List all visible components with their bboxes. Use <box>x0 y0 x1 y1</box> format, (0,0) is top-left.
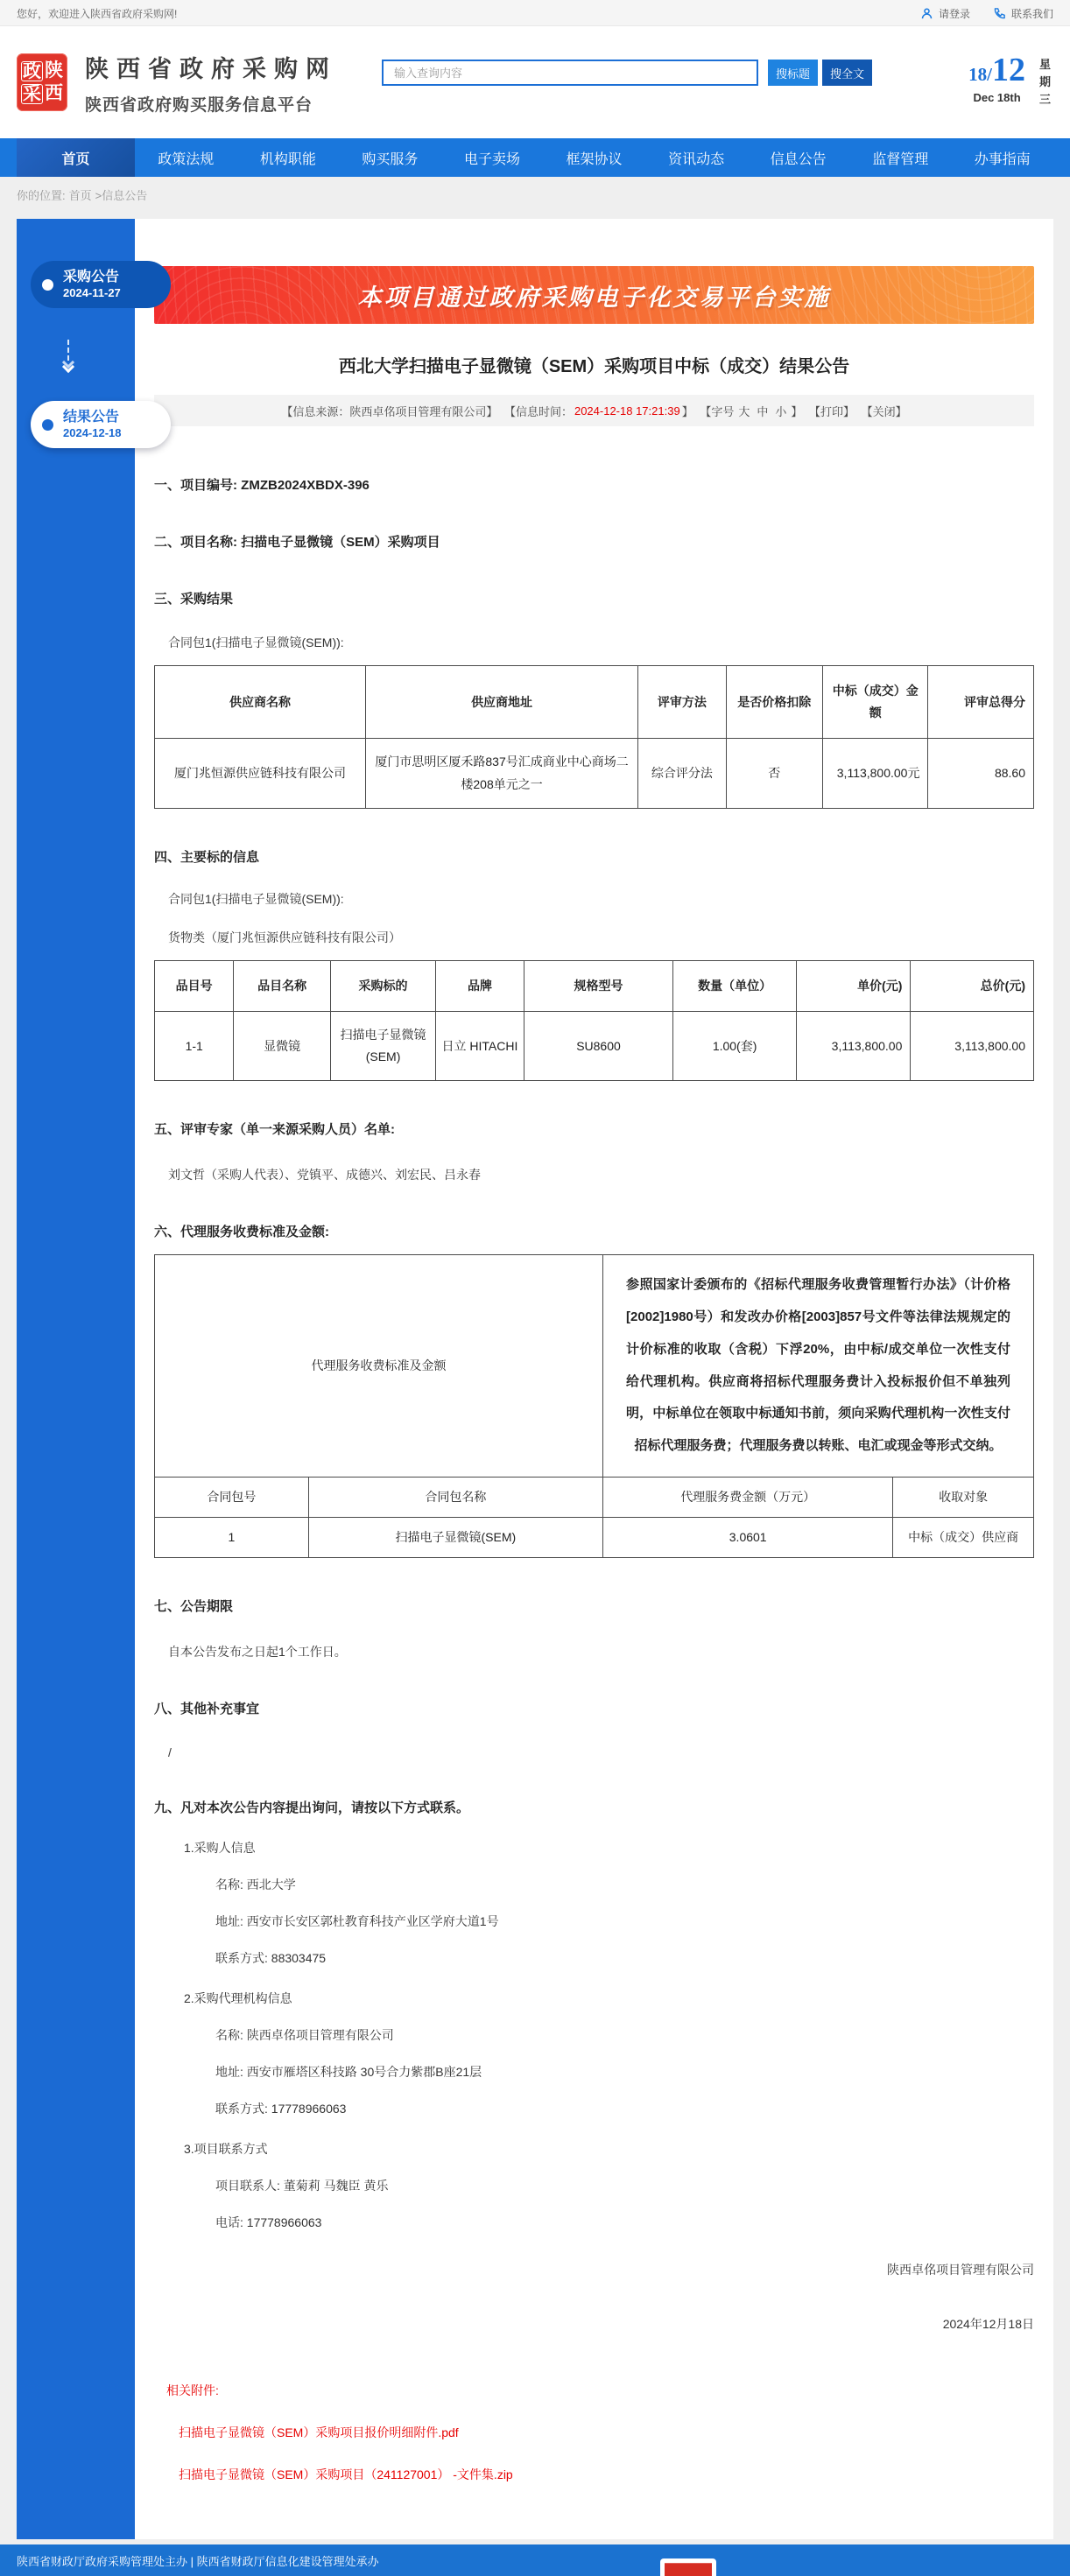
font-size-large-button[interactable]: 大 <box>738 404 750 418</box>
column-header: 品目名称 <box>234 960 330 1011</box>
welcome-text: 您好，欢迎进入陕西省政府采购网! <box>17 7 178 20</box>
procurement-subject: 扫描电子显微镜 (SEM) <box>330 1011 435 1080</box>
supplier-address: 厦门市思明区厦禾路837号汇成商业中心商场二楼208单元之一 <box>365 739 637 808</box>
column-header: 品牌 <box>436 960 524 1011</box>
review-score: 88.60 <box>928 739 1034 808</box>
agency-info-title: 2.采购代理机构信息 <box>184 1991 292 2006</box>
user-icon <box>920 7 933 20</box>
table-header-row <box>155 666 1034 739</box>
nav-item-policies[interactable]: 政策法规 <box>158 151 215 167</box>
item-name: 显微镜 <box>234 1011 330 1080</box>
timeline-dot <box>42 419 53 431</box>
timeline-dot <box>42 279 53 291</box>
agency-phone: 联系方式: 17778966063 <box>215 2102 347 2116</box>
price-deduction: 否 <box>726 739 822 808</box>
timeline-sidebar <box>17 219 135 2539</box>
fee-standard-label: 代理服务收费标准及金额 <box>155 1255 603 1478</box>
purchaser-name: 名称: 西北大学 <box>215 1878 296 1892</box>
search-fulltext-button[interactable]: 搜全文 <box>822 60 872 86</box>
quantity: 1.00(套) <box>673 1011 797 1080</box>
font-size-medium-button[interactable]: 中 <box>757 404 769 418</box>
package-note: 合同包1(扫描电子显微镜(SEM)): <box>168 891 344 906</box>
column-header: 品目号 <box>155 960 234 1011</box>
down-arrow-icon <box>62 340 74 371</box>
column-header: 合同包号 <box>155 1477 309 1517</box>
project-contact-persons: 项目联系人: 董菊莉 马魏臣 黄乐 <box>215 2179 389 2193</box>
platform-banner: 本项目通过政府采购电子化交易平台实施 <box>154 266 1034 324</box>
section-procurement-result: 三、采购结果 <box>154 592 234 607</box>
project-number: ZMZB2024XBDX-396 <box>241 478 370 493</box>
search-title-button[interactable]: 搜标题 <box>768 60 818 86</box>
breadcrumb: 你的位置: 首页 >信息公告 <box>0 177 1070 213</box>
attachment-link-pdf[interactable]: 扫描电子显微镜（SEM）采购项目报价明细附件.pdf <box>179 2425 459 2440</box>
category-note: 货物类（厦门兆恒源供应链科技有限公司） <box>168 930 401 944</box>
purchaser-info-title: 1.采购人信息 <box>184 1841 256 1856</box>
section-contact: 九、凡对本次公告内容提出询问，请按以下方式联系。 <box>154 1800 470 1816</box>
announcement-period-text: 自本公告发布之日起1个工作日。 <box>168 1645 347 1660</box>
item-detail-table <box>154 960 1034 1082</box>
review-method: 综合评分法 <box>638 739 726 808</box>
nav-item-functions[interactable]: 机构职能 <box>259 151 316 167</box>
column-header: 评审方法 <box>638 666 726 739</box>
column-header: 合同包名称 <box>308 1477 602 1517</box>
date-widget: 18/12 Dec 18th 星期三 <box>968 51 1053 109</box>
supplier-result-table <box>154 665 1034 809</box>
section-announcement-period: 七、公告期限 <box>154 1599 234 1615</box>
table-header-row <box>155 1477 1034 1517</box>
nav-item-framework[interactable]: 框架协议 <box>566 151 623 167</box>
column-header: 收取对象 <box>893 1477 1034 1517</box>
sidebar-item-result-notice[interactable]: 结果公告 2024-12-18 <box>31 401 171 448</box>
column-header: 是否价格扣除 <box>726 666 822 739</box>
section-main-subject: 四、主要标的信息 <box>154 849 260 865</box>
page-title: 西北大学扫描电子显微镜（SEM）采购项目中标（成交）结果公告 <box>338 357 850 376</box>
attachments-label: 相关附件: <box>166 2383 219 2398</box>
package-note: 合同包1(扫描电子显微镜(SEM)): <box>168 635 344 649</box>
article-meta-bar: 【信息来源：陕西卓佲项目管理有限公司】 【信息时间： 2024-12-18 17:21:39 】 【字号 大 中 小 】 【打印】 【关闭】 <box>154 395 1034 426</box>
signature-date: 2024年12月18日 <box>942 2317 1034 2332</box>
footer-emblem-icon <box>660 2558 716 2576</box>
unit-price: 3,113,800.00 <box>796 1011 911 1080</box>
section-other-matters: 八、其他补充事宜 <box>154 1702 260 1717</box>
nav-item-e-mall[interactable]: 电子卖场 <box>463 151 520 167</box>
purchaser-address: 地址: 西安市长安区郭杜教育科技产业区学府大道1号 <box>215 1914 499 1929</box>
table-row <box>155 1255 1034 1478</box>
table-row <box>155 1518 1034 1558</box>
award-amount: 3,113,800.00元 <box>823 739 928 808</box>
total-price: 3,113,800.00 <box>911 1011 1034 1080</box>
weekday-text: 星期三 <box>1039 58 1052 107</box>
table-row <box>155 1011 1034 1080</box>
footer-text: 陕西省财政厅政府采购管理处主办 | 陕西省财政厅信息化建设管理处承办 <box>17 2554 379 2568</box>
agency-fee-amount: 3.0601 <box>603 1518 893 1558</box>
sidebar-item-procurement-notice[interactable]: 采购公告 2024-11-27 <box>31 261 171 308</box>
nav-item-supervision[interactable]: 监督管理 <box>872 151 929 167</box>
font-size-small-button[interactable]: 小 <box>775 404 787 418</box>
project-contact-phone: 电话: 17778966063 <box>215 2215 322 2230</box>
nav-item-home[interactable]: 首页 <box>17 138 135 177</box>
brand: 日立 HITACHI <box>436 1011 524 1080</box>
site-title: 陕西省政府采购网 <box>85 55 337 82</box>
nav-item-announcements[interactable]: 信息公告 <box>770 151 827 167</box>
info-time: 2024-12-18 17:21:39 <box>574 404 680 418</box>
phone-icon <box>993 7 1006 20</box>
section-experts: 五、评审专家（单一来源采购人员）名单: <box>154 1122 395 1138</box>
project-name: 扫描电子显微镜（SEM）采购项目 <box>241 535 440 550</box>
table-row <box>155 739 1034 808</box>
column-header: 规格型号 <box>524 960 673 1011</box>
search-input[interactable] <box>382 60 758 86</box>
close-button[interactable]: 【关闭】 <box>861 404 907 418</box>
login-link[interactable]: 请登录 <box>920 6 970 21</box>
column-header: 代理服务费金额（万元） <box>603 1477 893 1517</box>
site-subtitle: 陕西省政府购买服务信息平台 <box>85 95 313 115</box>
fee-standard-description: 参照国家计委颁布的《招标代理服务收费管理暂行办法》（计价格[2002]1980号）和发改办价格[2003]857号文件等法律法规规定的计价标准的收取（含税）下浮20%，由中标/成交单位一次性支付给代理机构。供应商将招标代理服务费计入投标报价但不单独列明，中标单位在领取中标通知书前，须向采购代理机构一次性支付招标代理服务费；代理服务费以转账、电汇或现金等形式交纳。 <box>603 1255 1034 1478</box>
column-header: 供应商地址 <box>365 666 637 739</box>
info-source: 【信息来源：陕西卓佲项目管理有限公司】 <box>281 404 498 418</box>
breadcrumb-current[interactable]: >信息公告 <box>95 189 148 202</box>
signature-company: 陕西卓佲项目管理有限公司 <box>887 2263 1034 2278</box>
top-bar <box>0 0 1070 26</box>
supplier-name: 厦门兆恒源供应链科技有限公司 <box>155 739 366 808</box>
contact-us-link[interactable]: 联系我们 <box>993 6 1053 21</box>
column-header: 单价(元) <box>796 960 911 1011</box>
column-header: 供应商名称 <box>155 666 366 739</box>
model: SU8600 <box>524 1011 673 1080</box>
print-button[interactable]: 【打印】 <box>809 404 855 418</box>
nav-item-purchase-services[interactable]: 购买服务 <box>362 151 419 167</box>
column-header: 采购标的 <box>330 960 435 1011</box>
fee-payer: 中标（成交）供应商 <box>893 1518 1034 1558</box>
package-name: 扫描电子显微镜(SEM) <box>308 1518 602 1558</box>
breadcrumb-home[interactable]: 首页 <box>68 189 92 202</box>
item-number: 1-1 <box>155 1011 234 1080</box>
project-contact-title: 3.项目联系方式 <box>184 2142 268 2157</box>
table-header-row <box>155 960 1034 1011</box>
other-matters-text: / <box>168 1745 172 1760</box>
agency-address: 地址: 西安市雁塔区科技路 30号合力紫郡B座21层 <box>215 2065 482 2080</box>
section-agency-fee: 六、代理服务收费标准及金额: <box>154 1225 329 1240</box>
section-project-name: 二、项目名称: 扫描电子显微镜（SEM）采购项目 <box>154 535 440 550</box>
column-header: 总价(元) <box>911 960 1034 1011</box>
expert-names: 刘文哲（采购人代表）、党镇平、成德兴、刘宏民、吕永春 <box>168 1168 481 1183</box>
agency-fee-table <box>154 1254 1034 1558</box>
site-logo: 政 陕 采 西 <box>17 53 67 111</box>
nav-item-guide[interactable]: 办事指南 <box>974 151 1031 167</box>
section-project-number: 一、项目编号: ZMZB2024XBDX-396 <box>154 478 370 493</box>
column-header: 中标（成交）金额 <box>823 666 928 739</box>
column-header: 数量（单位） <box>673 960 797 1011</box>
site-footer <box>0 2544 1070 2576</box>
nav-item-news[interactable]: 资讯动态 <box>668 151 725 167</box>
attachment-link-zip[interactable]: 扫描电子显微镜（SEM）采购项目（241127001） -文件集.zip <box>179 2467 513 2482</box>
package-number: 1 <box>155 1518 309 1558</box>
site-header <box>0 26 1070 138</box>
article-panel <box>135 219 1053 2539</box>
main-nav <box>0 138 1070 177</box>
agency-name: 名称: 陕西卓佲项目管理有限公司 <box>215 2028 394 2043</box>
column-header: 评审总得分 <box>928 666 1034 739</box>
purchaser-phone: 联系方式: 88303475 <box>215 1951 327 1966</box>
